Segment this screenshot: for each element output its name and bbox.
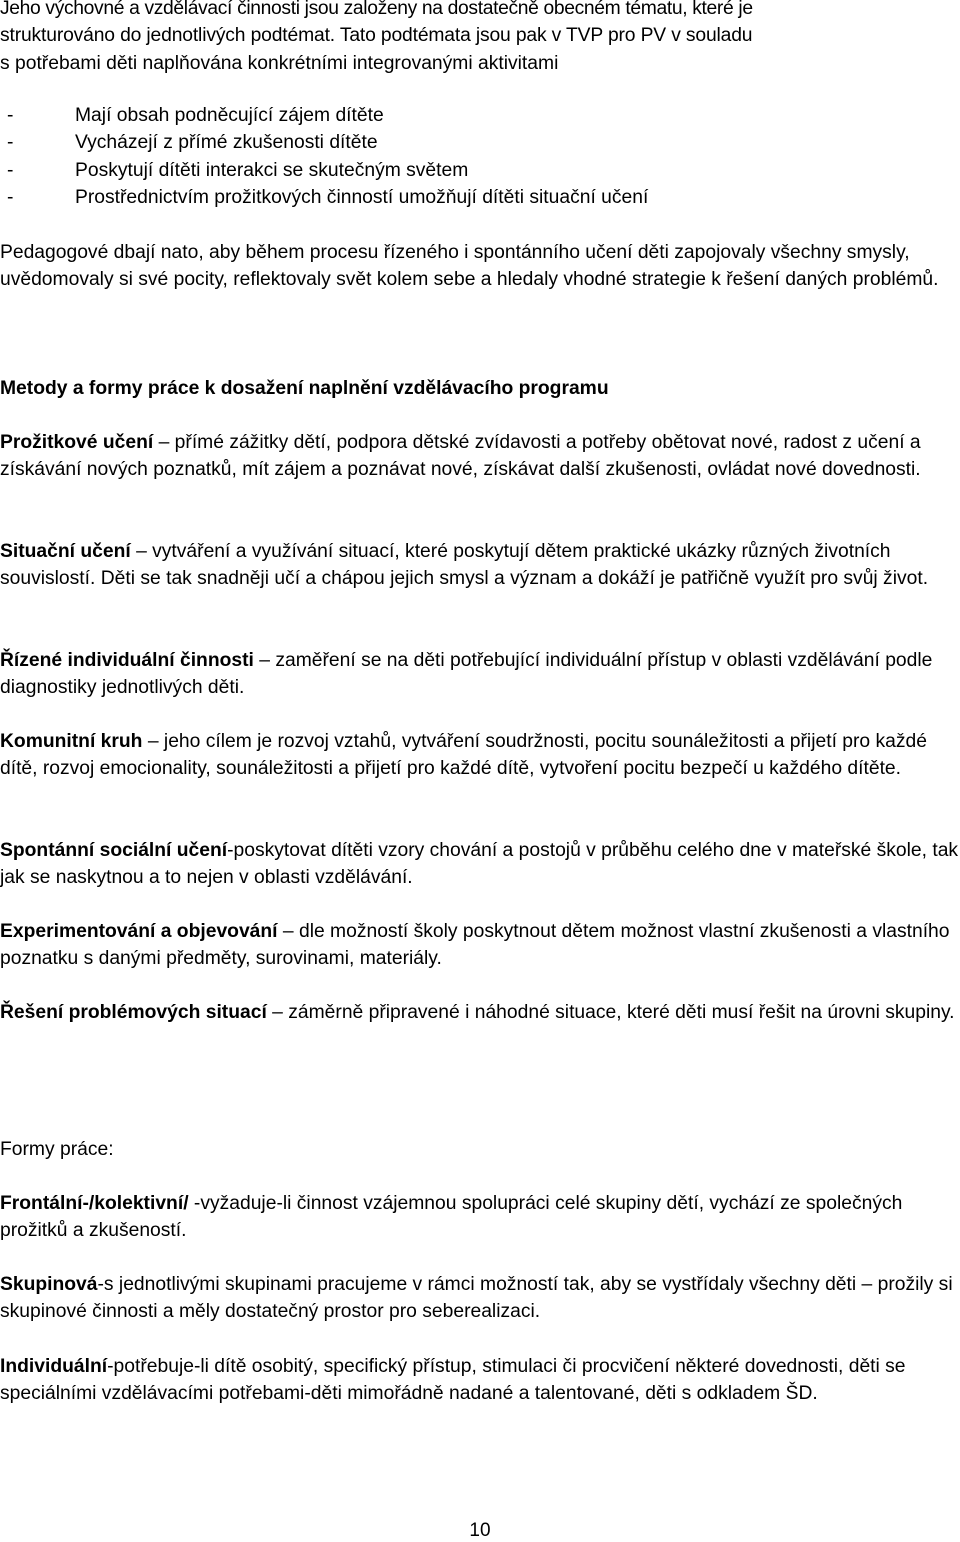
list-item-text: Vycházejí z přímé zkušenosti dítěte	[75, 132, 378, 154]
method-term: Prožitkové učení	[0, 432, 154, 453]
method-description: – vytváření a využívání situací, které poskytují dětem praktické ukázky různých životních souvislostí. Děti se tak snadněji učí a chápou jejich smysl a význam a dokáží je patřičně využít pro svůj život.	[0, 541, 929, 590]
intro-line-1: Jeho výchovné a vzdělávací činnosti jsou založeny na dostatečně obecném tématu, které je	[0, 0, 753, 19]
list-item	[0, 129, 648, 156]
method-community-circle	[0, 728, 960, 783]
list-dash: -	[7, 159, 14, 181]
forms-heading: Formy práce:	[0, 1139, 114, 1160]
form-description: -vyžaduje-li činnost vzájemnou spolupráci celé skupiny dětí, vychází ze společných prožitků a zkušeností.	[0, 1193, 903, 1242]
intro-line-3: s potřebami děti naplňována konkrétními integrovanými aktivitami	[0, 52, 559, 74]
list-item-text: Mají obsah podněcující zájem dítěte	[75, 105, 384, 126]
activity-list	[0, 102, 648, 211]
form-individual	[0, 1353, 960, 1408]
method-term: Řízené individuální činnosti	[0, 650, 254, 671]
form-term: Individuální	[0, 1356, 108, 1377]
method-problem-solving	[0, 999, 960, 1026]
form-term: Frontální-/kolektivní/	[0, 1193, 189, 1214]
intro-line-2: strukturováno do jednotlivých podtémat. Tato podtémata jsou pak v TVP pro PV v souladu	[0, 25, 753, 47]
form-frontal	[0, 1190, 960, 1245]
method-experiential	[0, 429, 960, 484]
pedagogues-paragraph: Pedagogové dbají nato, aby během procesu řízeného i spontánního učení děti zapojovaly všechny smysly, uvědomovaly si své pocity, reflektovaly svět kolem sebe a hledaly vhodné strategie k řešení daných problémů.	[0, 242, 939, 291]
intro-paragraph	[0, 0, 960, 77]
method-description: – přímé zážitky dětí, podpora dětské zvídavosti a potřeby obětovat nové, radost z učení a získávání nových poznatků, mít zájem a poznávat nové, získávat další zkušenosti, ovládat nové dovednosti.	[0, 432, 921, 481]
form-term: Skupinová	[0, 1274, 98, 1295]
method-term: Situační učení	[0, 541, 131, 562]
list-dash: -	[7, 132, 14, 154]
methods-heading: Metody a formy práce k dosažení naplnění vzdělávacího programu	[0, 378, 609, 399]
list-dash: -	[7, 186, 14, 208]
method-term: Experimentování a objevování	[0, 921, 278, 942]
list-item	[0, 184, 648, 211]
method-individual	[0, 647, 960, 702]
page-number: 10	[469, 1520, 491, 1541]
list-item-text: Prostřednictvím prožitkových činností umožňují dítěti situační učení	[75, 186, 649, 208]
method-term: Řešení problémových situací	[0, 1002, 267, 1023]
method-experimenting	[0, 918, 960, 973]
list-item-text: Poskytují dítěti interakci se skutečným světem	[75, 159, 469, 181]
method-situational	[0, 538, 960, 593]
list-item	[0, 102, 648, 129]
method-description: – jeho cílem je rozvoj vztahů, vytváření soudržnosti, pocitu sounáležitosti a přijetí pro každé dítě, rozvoj emocionality, sounáležitosti a přijetí pro každé dítě, vytvoření pocitu bezpečí u každého dítěte.	[0, 731, 927, 780]
method-description: -poskytovat dítěti vzory chování a postojů v průběhu celého dne v mateřské škole, tak jak se naskytnou a to nejen v oblasti vzdělávání.	[0, 840, 959, 889]
method-term: Komunitní kruh	[0, 731, 143, 752]
list-dash: -	[7, 105, 14, 126]
method-description: – dle možností školy poskytnout dětem možnost vlastní zkušenosti a vlastního poznatku s danými předměty, surovinami, materiály.	[0, 921, 950, 970]
form-description: -potřebuje-li dítě osobitý, specifický přístup, stimulaci či procvičení některé dovednosti, děti se speciálními vzdělávacími potřebami-děti mimořádně nadané a talentované, děti s odkladem ŠD.	[0, 1356, 906, 1405]
list-item	[0, 157, 648, 184]
method-term: Spontánní sociální učení	[0, 840, 228, 861]
method-description: – záměrně připravené i náhodné situace, které děti musí řešit na úrovni skupiny.	[266, 1002, 955, 1023]
method-description: – zaměření se na děti potřebující individuální přístup v oblasti vzdělávání podle diagnostiky jednotlivých děti.	[0, 650, 933, 699]
method-social-learning	[0, 837, 960, 892]
form-description: -s jednotlivými skupinami pracujeme v rámci možností tak, aby se vystřídaly všechny děti – prožily si skupinové činnosti a měly dostatečný prostor pro seberealizaci.	[0, 1274, 953, 1323]
form-group	[0, 1271, 960, 1326]
